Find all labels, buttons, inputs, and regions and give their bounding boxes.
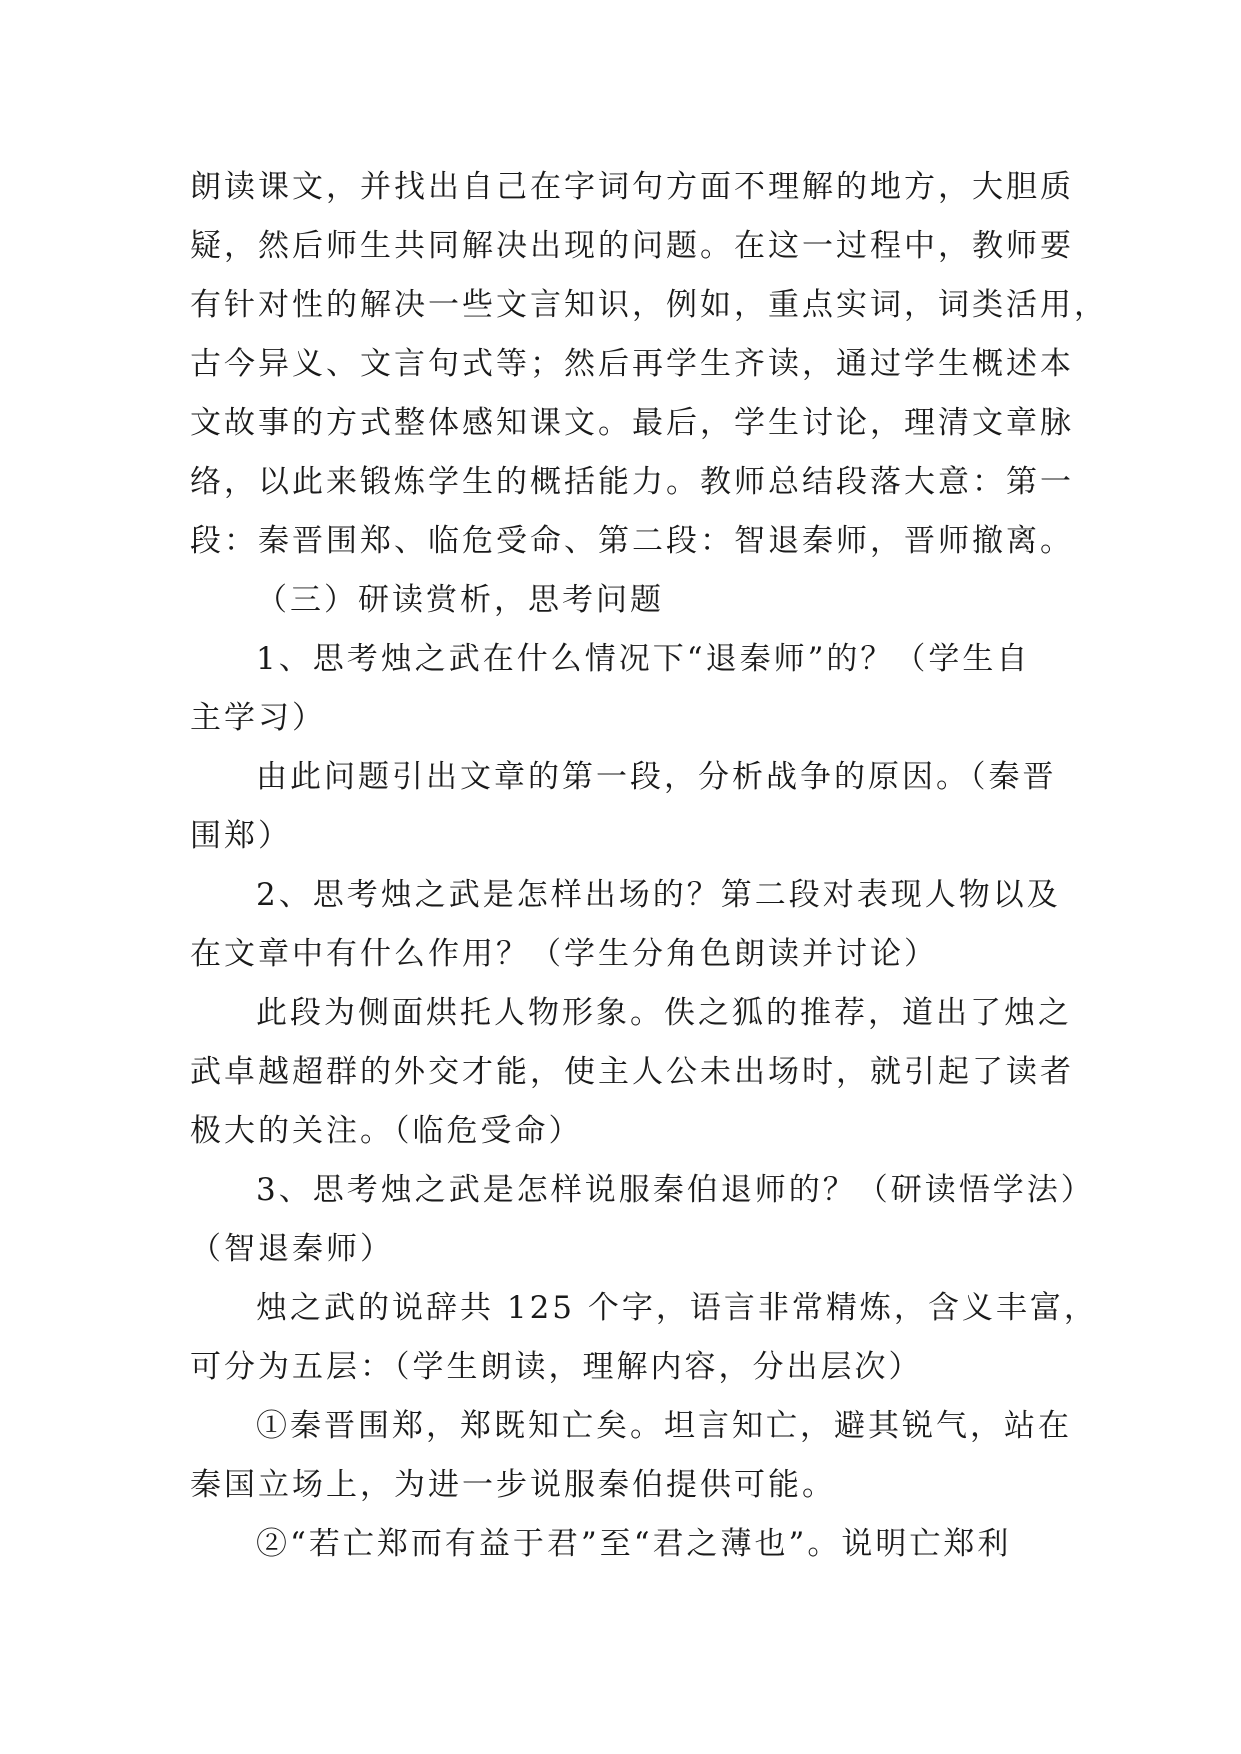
text-line: 段：秦晋围郑、临危受命、第二段：智退秦师，晋师撤离。 [190,523,1074,559]
question-2: 2、思考烛之武是怎样出场的？第二段对表现人物以及 [256,877,1061,913]
section-heading: （三）研读赏析，思考问题 [256,582,664,618]
text-line: 围郑） [190,818,292,854]
text-line: 可分为五层：（学生朗读，理解内容，分出层次） [190,1349,923,1385]
text-line: 此段为侧面烘托人物形象。佚之狐的推荐，道出了烛之 [256,995,1072,1031]
question-1: 1、思考烛之武在什么情况下“退秦师”的？（学生自 [256,641,1031,677]
text-line: 文故事的方式整体感知课文。最后，学生讨论，理清文章脉 [190,405,1074,441]
list-item-1: ①秦晋围郑，郑既知亡矣。坦言知亡，避其锐气，站在 [256,1408,1072,1444]
text-line: 朗读课文，并找出自己在字词句方面不理解的地方，大胆质 [190,169,1074,205]
text-line: 疑，然后师生共同解决出现的问题。在这一过程中，教师要 [190,228,1074,264]
document-body [190,158,1108,1574]
list-item-2: ②“若亡郑而有益于君”至“君之薄也”。说明亡郑利 [256,1526,1012,1562]
text-line: 络，以此来锻炼学生的概括能力。教师总结段落大意：第一 [190,464,1074,500]
text-line: 烛之武的说辞共 125 个字，语言非常精炼，含义丰富， [256,1290,1098,1326]
text-line: （智退秦师） [190,1231,394,1267]
text-line: 主学习） [190,700,326,736]
text-line: 有针对性的解决一些文言知识，例如，重点实词，词类活用， [190,287,1108,323]
text-line: 秦国立场上，为进一步说服秦伯提供可能。 [190,1467,836,1503]
text-line: 武卓越超群的外交才能，使主人公未出场时，就引起了读者 [190,1054,1074,1090]
text-line: 由此问题引出文章的第一段，分析战争的原因。（秦晋 [256,759,1057,795]
text-line: 古今异义、文言句式等；然后再学生齐读，通过学生概述本 [190,346,1074,382]
text-line: 极大的关注。（临危受命） [190,1113,583,1149]
question-3: 3、思考烛之武是怎样说服秦伯退师的？（研读悟学法） [256,1172,1095,1208]
text-line: 在文章中有什么作用？（学生分角色朗读并讨论） [190,936,938,972]
